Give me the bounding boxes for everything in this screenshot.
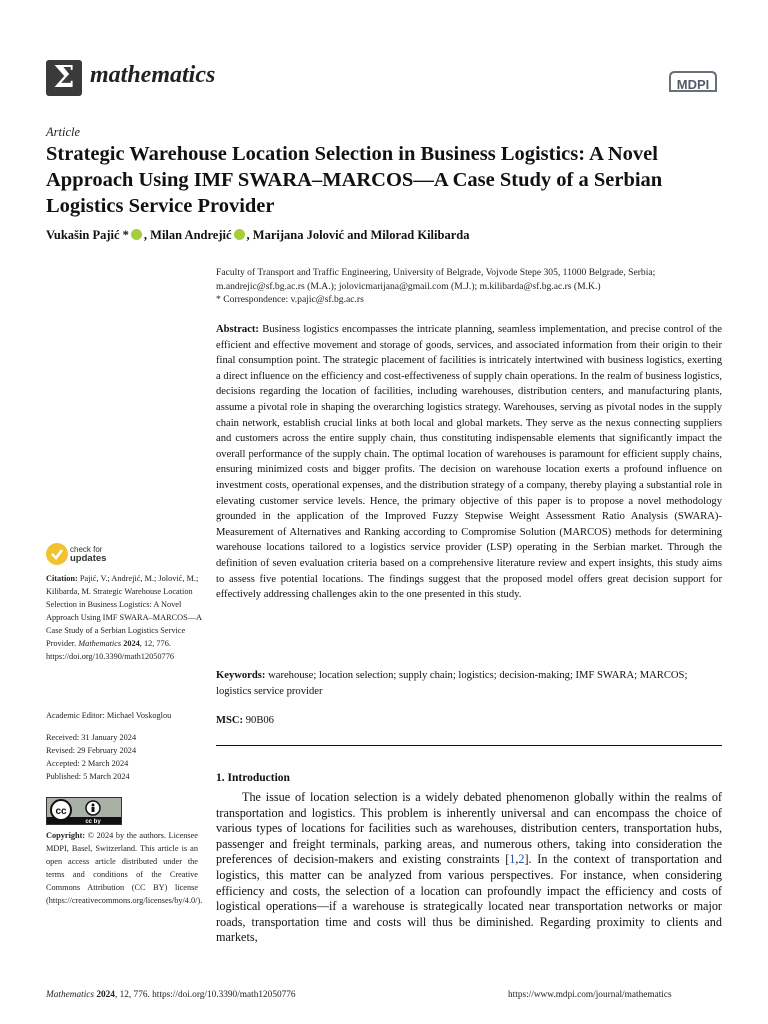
date-received: Received: 31 January 2024: [46, 733, 137, 742]
section-heading: 1. Introduction: [216, 772, 290, 784]
check-updates-icon[interactable]: [46, 543, 68, 565]
citation-link[interactable]: 2: [518, 852, 525, 867]
author-name[interactable]: , Milan Andrejić: [143, 228, 232, 242]
check-updates-button[interactable]: [70, 545, 106, 563]
check-updates-line1: check for: [70, 545, 103, 554]
keywords-text: warehouse; location selection; supply chain; logistics; decision-making; IMF SWARA; MARCOS; logistics service provider: [216, 670, 688, 697]
cc-badge-text: cc by: [85, 819, 101, 825]
citation-separator: ,: [515, 852, 519, 867]
footer-year: 2024: [94, 990, 115, 1000]
date-accepted: Accepted: 2 March 2024: [46, 759, 129, 768]
intro-text: The issue of location selection is a widely debated phenomenon globally within the realms of transportation and logistics. This problem is inherently universal and can encompass the choice of various types of locations for facilities such as warehouses, distribution centers, transportation hubs, passenger and freight terminals, parking areas, and numerous others, taking into consideration the preferences of decision-makers and existing constraints [: [216, 790, 722, 867]
author-list: [46, 228, 469, 243]
abstract-text: Business logistics encompasses the intricate planning, seamless implementation, and precise control of the efficient and effective movement and storage of goods, services, and associated information from their origin to their final consumption point. The strategic placement of facilities is intricately intertwined with business logistics, exerting a direct influence on the efficiency and cost-effectiveness of supply chain operations. In the realm of business logistics, decisions regarding the location of facilities, including warehouses, distribution centers, and manufacturing plants, assume a pivotal role in shaping the overarching logistics strategy. Warehouses, serving as pivotal nodes in the supply chain network, establish crucial links at both local and global markets. They serve as the nexus connecting suppliers and customers across the entire supply chain, thus constituting indispensable elements that significantly impact the overall performance of the supply chain. The optimal location of warehouses is paramount for efficient supply chains, ensuring minimized costs and bigger profits. The decision on warehouse location exerts a profound influence on investment costs, operational expenses, and the distribution strategy of a company, thereby playing a substantial role in elevating customer service levels. Hence, the primary objective of this paper is to propose a novel methodology grounded in the application of the Improved Fuzzy Stepwise Weight Assessment Ratio Analysis (SWARA)-Measurement of Alternatives and Ranking according to Compromise Solution (MARCOS) methods for determining warehouse locations tailored to a logistics service provider (LSP) operating in the Serbian market. Through the definition of seven evaluation criteria based on a comprehensive literature review and expert insights, this study aims to assess five potential locations. The findings suggest that the proposed model offers great decision support for effectively addressing challenges akin to the one presented in this study.: [216, 324, 722, 601]
date-revised: Revised: 29 February 2024: [46, 746, 137, 755]
affiliation-line: Faculty of Transport and Traffic Engineering, University of Belgrade, Vojvode Stepe 305, 11000 Belgrade, Serbia;: [216, 267, 656, 278]
journal-name: mathematics: [90, 62, 216, 88]
intro-paragraph: [216, 790, 722, 946]
affiliations: [216, 266, 728, 307]
footer-journal-url[interactable]: https://www.mdpi.com/journal/mathematics: [508, 990, 672, 1000]
intro-text: ]. In the context of transportation and logistics, this matter can be analyzed from various perspectives. For instance, when considering efficiency and costs, the selection of a location can profoundly impact the efficiency and costs of logistical operations—if a warehouse is strategically located near transportation networks or major roads, transportation time and costs will thus be diminished. Regarding proximity to clients and markets,: [216, 852, 722, 945]
citation-doi[interactable]: , 12, 776. https://doi.org/10.3390/math12050776: [46, 639, 174, 661]
affiliation-emails[interactable]: m.andrejic@sf.bg.ac.rs (M.A.); jolovicmarijana@gmail.com (M.J.); m.kilibarda@sf.bg.ac.rs (M.K.): [216, 280, 601, 292]
msc-label: MSC:: [216, 715, 244, 726]
section-divider: [216, 745, 722, 746]
footer-doi[interactable]: , 12, 776. https://doi.org/10.3390/math12050776: [114, 990, 296, 1000]
citation-label: Citation:: [46, 574, 78, 583]
copyright-text: © 2024 by the authors. Licensee MDPI, Basel, Switzerland. This article is an open access article distributed under the terms and conditions of the Creative Commons Attribution (CC BY) license (https://creativecommons.org/licenses/by/4.0/).: [46, 831, 203, 905]
svg-text:cc: cc: [55, 806, 67, 817]
keywords: [216, 668, 722, 699]
copyright-notice: [46, 829, 203, 907]
keywords-label: Keywords:: [216, 670, 266, 681]
footer-citation: [46, 990, 296, 1000]
citation-link[interactable]: 1: [509, 852, 516, 867]
author-name[interactable]: Vukašin Pajić: [46, 228, 120, 242]
article-type: Article: [46, 125, 81, 139]
sidebar-citation: [46, 572, 202, 663]
date-published: Published: 5 March 2024: [46, 772, 130, 781]
citation-year: 2024: [121, 639, 140, 648]
correspondence-line[interactable]: * Correspondence: v.pajic@sf.bg.ac.rs: [216, 294, 364, 305]
mdpi-logo-text: MDPI: [676, 77, 710, 92]
corresponding-marker: *: [119, 228, 129, 242]
mdpi-logo: [666, 69, 720, 97]
msc: [216, 715, 274, 726]
author-name[interactable]: , Marijana Jolović and Milorad Kilibarda: [246, 228, 470, 242]
check-updates-line2: updates: [70, 553, 107, 564]
article-title: Strategic Warehouse Location Selection in Business Logistics: A Novel Approach Using IMF SWARA–MARCOS—A Case Study of a Serbian Logistics Service Provider: [46, 143, 663, 217]
copyright-label: Copyright:: [46, 831, 86, 840]
citation-journal: Mathematics: [78, 639, 122, 648]
msc-text: 90B06: [243, 715, 274, 726]
publication-dates: [46, 731, 136, 783]
cc-by-license-icon[interactable]: [46, 797, 122, 825]
orcid-icon[interactable]: [131, 229, 142, 240]
abstract-label: Abstract:: [216, 324, 259, 335]
journal-logo: Σ: [46, 60, 82, 96]
citation-text: Pajić, V.; Andrejić, M.; Jolović, M.; Kilibarda, M. Strategic Warehouse Location Selection in Business Logistics: A Novel Approach Using IMF SWARA–MARCOS—A Case Study of a Serbian Logistics Service Provider.: [46, 574, 202, 648]
abstract: [216, 322, 722, 603]
academic-editor: Academic Editor: Michael Voskoglou: [46, 711, 172, 720]
footer-journal: Mathematics: [46, 990, 95, 1000]
orcid-icon[interactable]: [234, 229, 245, 240]
